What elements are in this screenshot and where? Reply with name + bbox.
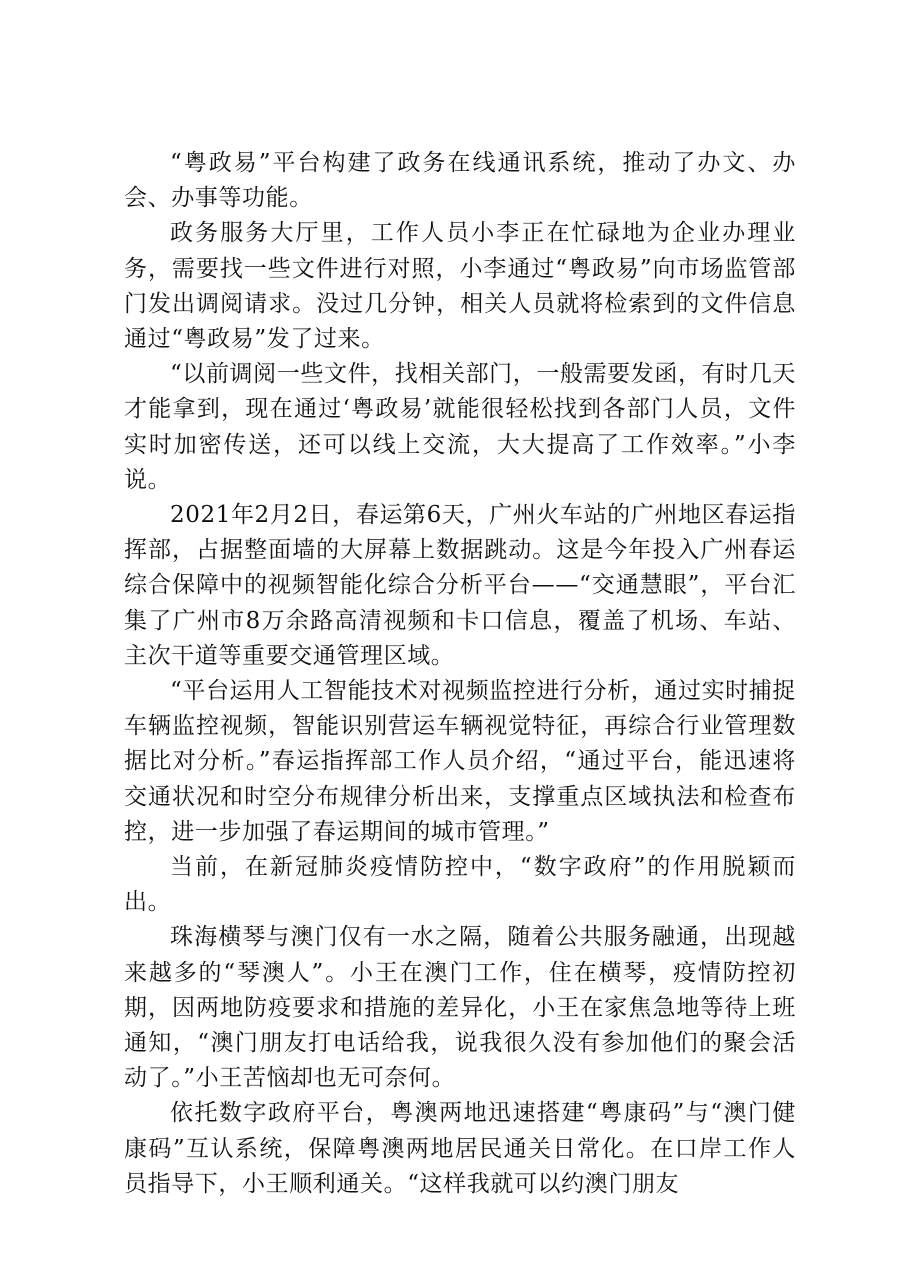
paragraph-8: 依托数字政府平台，粤澳两地迅速搭建“粤康码”与“澳门健康码”互认系统，保障粤澳两地居民通关日常化。在口岸工作人员指导下，小王顺利通关。“这样我就可以约澳门朋友 (124, 1100, 796, 1197)
paragraph-2: 政务服务大厅里，工作人员小李正在忙碌地为企业办理业务，需要找一些文件进行对照，小李通过“粤政易”向市场监管部门发出调阅请求。没过几分钟，相关人员就将检索到的文件信息通过“粤政易”发了过来。 (124, 220, 796, 353)
paragraph-4: 2021年2月2日，春运第6天，广州火车站的广州地区春运指挥部，占据整面墙的大屏幕上数据跳动。这是今年投入广州春运综合保障中的视频智能化综合分析平台——“交通慧眼”，平台汇集了广州市8万余路高清视频和卡口信息，覆盖了机场、车站、主次干道等重要交通管理区域。 (124, 502, 796, 669)
paragraph-6: 当前，在新冠肺炎疫情防控中，“数字政府”的作用脱颖而出。 (124, 854, 796, 916)
article-body (124, 146, 796, 1202)
paragraph-1: “粤政易”平台构建了政务在线通讯系统，推动了办文、办会、办事等功能。 (124, 150, 796, 212)
paragraph-7: 珠海横琴与澳门仅有一水之隔，随着公共服务融通，出现越来越多的“琴澳人”。小王在澳门工作，住在横琴，疫情防控初期，因两地防疫要求和措施的差异化，小王在家焦急地等待上班通知，“澳门朋友打电话给我，说我很久没有参加他们的聚会活动了。”小王苦恼却也无可奈何。 (124, 924, 796, 1092)
paragraph-3: “以前调阅一些文件，找相关部门，一般需要发函，有时几天才能拿到，现在通过‘粤政易’就能很轻松找到各部门人员，文件实时加密传送，还可以线上交流，大大提高了工作效率。”小李说。 (124, 361, 796, 493)
paragraph-5: “平台运用人工智能技术对视频监控进行分析，通过实时捕捉车辆监控视频，智能识别营运车辆视觉特征，再综合行业管理数据比对分析。”春运指挥部工作人员介绍，“通过平台，能迅速将交通状况和时空分布规律分析出来，支撑重点区域执法和检查布控，进一步加强了春运期间的城市管理。” (124, 678, 796, 845)
